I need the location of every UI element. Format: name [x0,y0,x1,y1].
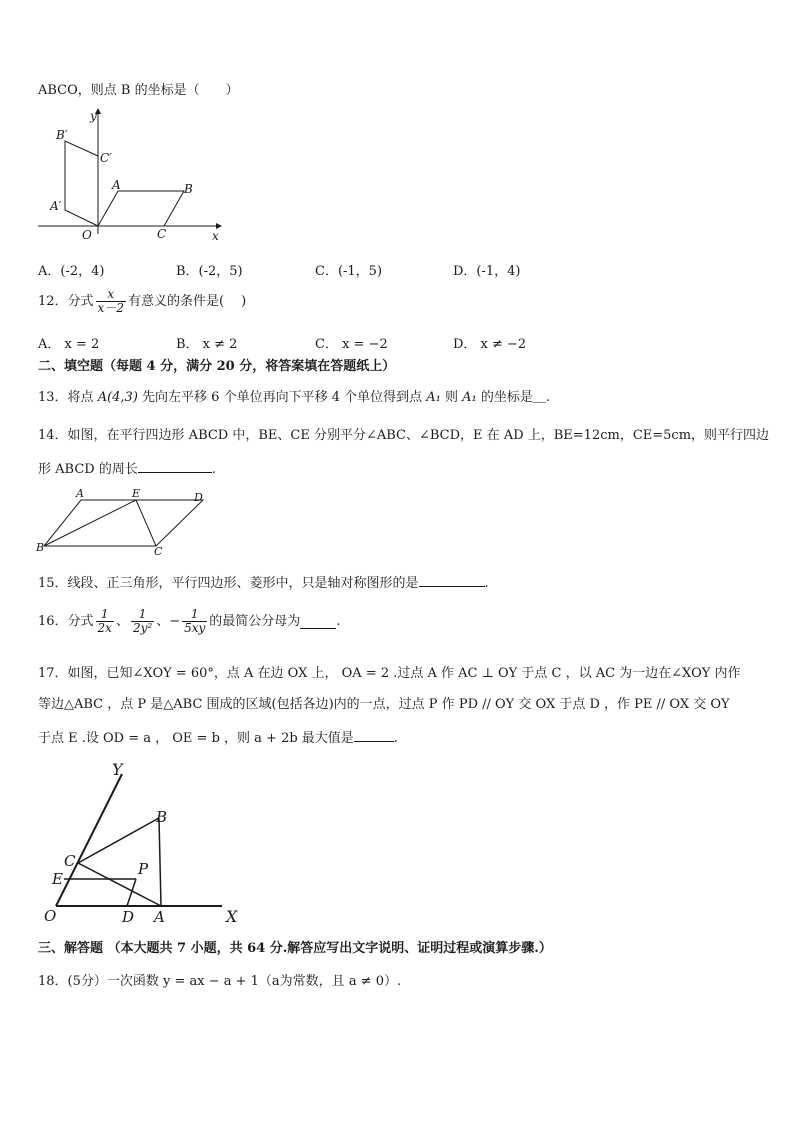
q11-label-c-prime: C′ [100,151,112,165]
q14-line2-end: . [211,462,216,477]
q13-a1b: A₁ [462,390,477,405]
q17-label-x: X [226,907,238,926]
q12-frac-num: x [107,287,115,301]
q17-line3-text: 于点 E .设 OD = a ， OE = b ，则 a + 2b 最大值是 [38,731,354,746]
q15-text: 15．线段、正三角形，平行四边形、菱形中，只是轴对称图形的是 [38,576,419,591]
q17-label-y: Y [112,760,123,779]
q12-suffix: 有意义的条件是( ) [127,293,247,309]
q13-stem [38,389,550,407]
q11-option-a[interactable]: A．(-2，4) [38,264,105,279]
q11-label-a: A [112,178,121,192]
q14-line1: 14．如图，在平行四边形 ABCD 中，BE、CE 分别平分∠ABC、∠BCD，E 在 AD 上，BE=12cm，CE=5cm，则平行四边 [38,428,770,443]
q18-stem: 18．(5分）一次函数 y = ax − a + 1（a为常数，且 a ≠ 0）. [38,974,402,989]
q13-p3: 则 [440,390,463,405]
q12-stem [38,288,246,315]
section2-heading: 二、填空题（每题 4 分，满分 20 分，将答案填在答题纸上） [38,359,396,374]
q16-f2-den: 2y² [132,621,153,635]
q12-fraction [96,288,126,315]
q16-fraction-2 [131,608,154,635]
q17-line3 [38,727,398,748]
q12-prefix: 12．分式 [38,293,94,309]
q11-label-a-prime: A′ [50,199,62,213]
q17-label-o: O [44,907,57,925]
q15-answer-blank[interactable] [419,572,485,587]
q16-f3-num: 1 [190,607,199,621]
q17-label-d: D [122,908,135,926]
q14-line2-text: 形 ABCD 的周长 [38,462,138,477]
q12-option-c[interactable]: C． x = −2 [315,337,388,352]
q17-answer-blank[interactable] [354,727,394,742]
q16-answer-blank[interactable] [300,614,336,629]
q14-line2 [38,458,216,479]
q16-fraction-3 [182,608,207,635]
q12-frac-den: x－2 [97,301,124,315]
q14-label-d: D [194,491,203,504]
q11-option-b[interactable]: B．(-2，5) [176,264,243,279]
section3-heading: 三、解答题 （本大题共 7 小题，共 64 分.解答应写出文字说明、证明过程或演算步骤.） [38,941,552,956]
q16-fraction-1 [96,608,114,635]
q17-label-a: A [154,908,165,926]
q16-stem [38,608,340,635]
q17-label-c: C [64,852,76,870]
q11-coordinate-figure [36,104,226,244]
q11-label-x: x [212,229,219,243]
q11-label-c: C [157,227,167,241]
q17-triangle-figure [36,756,256,928]
q11-option-c[interactable]: C．(-1，5) [315,264,383,279]
q16-sep2: 、− [156,613,181,629]
q14-label-b: B [36,541,45,554]
q16-end: . [336,613,341,629]
q11-label-b-prime: B′ [56,128,68,142]
q16-f1-num: 1 [100,607,109,621]
q15-end: . [484,576,489,591]
q13-point: A(4,3) [97,390,138,405]
q17-label-e: E [52,870,63,888]
q17-line1: 17．如图，已知∠XOY = 60°，点 A 在边 OX 上， OA = 2 .过点 A 作 AC ⊥ OY 于点 C ，以 AC 为一边在∠XOY 内作 [38,666,741,681]
q16-f2-num: 1 [138,607,147,621]
q17-line3-end: . [393,731,398,746]
q17-label-p: P [138,860,149,878]
q16-suffix: 的最简公分母为 [209,613,301,629]
q11-option-d[interactable]: D．(-1，4) [453,264,521,279]
q14-answer-blank[interactable] [138,458,212,473]
q11-label-y: y [90,109,97,123]
q16-prefix: 16．分式 [38,613,94,629]
q16-f3-den: 5xy [184,621,206,635]
q14-label-a: A [76,487,84,500]
q12-option-b[interactable]: B． x ≠ 2 [176,337,238,352]
q16-sep1: 、 [115,613,129,629]
q16-f1-den: 2x [97,621,112,635]
q13-a1: A₁ [426,390,441,405]
q11-label-o: O [82,228,92,242]
q17-label-b: B [156,808,168,826]
q13-p4: 的坐标是＿. [476,390,550,405]
q17-line2: 等边△ABC ，点 P 是△ABC 围成的区域(包括各边)内的一点，过点 P 作 PD // OY 交 OX 于点 D ，作 PE // OX 交 OY [38,697,730,712]
q12-option-d[interactable]: D． x ≠ −2 [453,337,527,352]
q15-stem [38,572,489,593]
q14-label-c: C [154,545,163,558]
q11-prompt: ABCO，则点 B 的坐标是（ ） [38,83,239,98]
q12-option-a[interactable]: A． x = 2 [38,337,100,352]
q14-parallelogram-figure [36,486,216,558]
q14-label-e: E [132,487,141,500]
q13-p1: 13．将点 [38,390,98,405]
q11-label-b: B [184,182,193,196]
q13-p2: 先向左平移 6 个单位再向下平移 4 个单位得到点 [137,390,427,405]
